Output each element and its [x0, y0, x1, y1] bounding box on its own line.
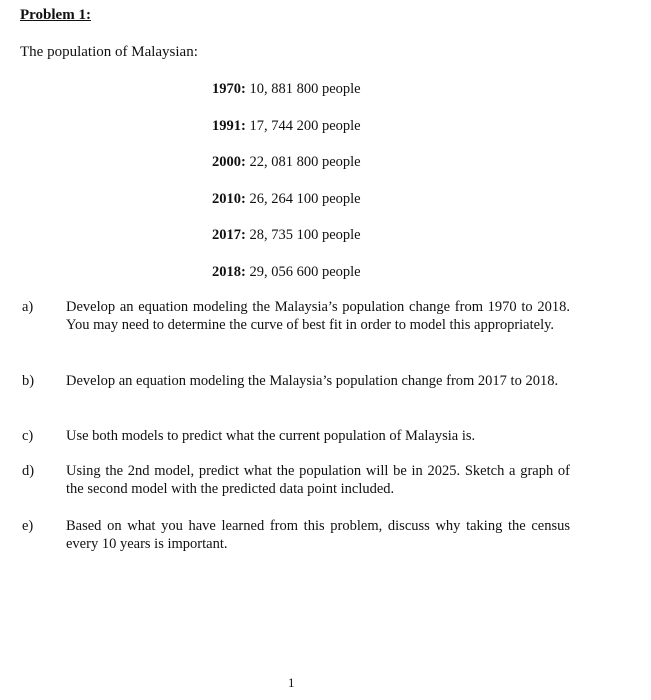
intro-text: The population of Malaysian:	[20, 44, 198, 60]
population-value: 22, 081 800 people	[245, 154, 361, 170]
question-text: Using the 2nd model, predict what the population will be in 2025. Sketch a graph of the second model with the predicted data point included.	[66, 463, 570, 497]
population-value: 28, 735 100 people	[245, 227, 361, 243]
question-text: Develop an equation modeling the Malaysia’s population change from 2017 to 2018.	[66, 373, 559, 389]
question-letter: d)	[22, 463, 35, 479]
page-number: 1	[288, 675, 295, 690]
population-value: 29, 056 600 people	[245, 263, 361, 280]
population-row	[212, 117, 361, 154]
question-letter: c)	[22, 428, 34, 444]
question-text: Based on what you have learned from this problem, discuss why taking the census every 10 years is important.	[66, 518, 570, 552]
population-row	[212, 80, 361, 117]
population-row	[212, 153, 361, 190]
population-row	[212, 226, 361, 263]
question-text: Develop an equation modeling the Malaysia’s population change from 1970 to 2018. You may need to determine the curve of best fit in order to model this appropriately.	[66, 299, 570, 333]
question-letter: e)	[22, 518, 34, 534]
population-list	[212, 80, 361, 299]
population-year: 2017:	[212, 227, 246, 243]
population-value: 10, 881 800 people	[245, 81, 361, 97]
population-value: 17, 744 200 people	[245, 117, 361, 134]
population-year: 2010:	[212, 190, 246, 207]
population-row	[212, 190, 361, 227]
problem-title: Problem 1:	[20, 7, 91, 23]
population-year: 1991:	[212, 117, 246, 134]
population-row	[212, 263, 361, 300]
population-year: 2018:	[212, 263, 246, 280]
question-letter: b)	[22, 373, 35, 389]
population-value: 26, 264 100 people	[245, 190, 361, 207]
population-year: 1970:	[212, 81, 246, 97]
question-letter: a)	[22, 299, 34, 315]
question-text: Use both models to predict what the current population of Malaysia is.	[66, 428, 476, 444]
population-year: 2000:	[212, 154, 246, 170]
